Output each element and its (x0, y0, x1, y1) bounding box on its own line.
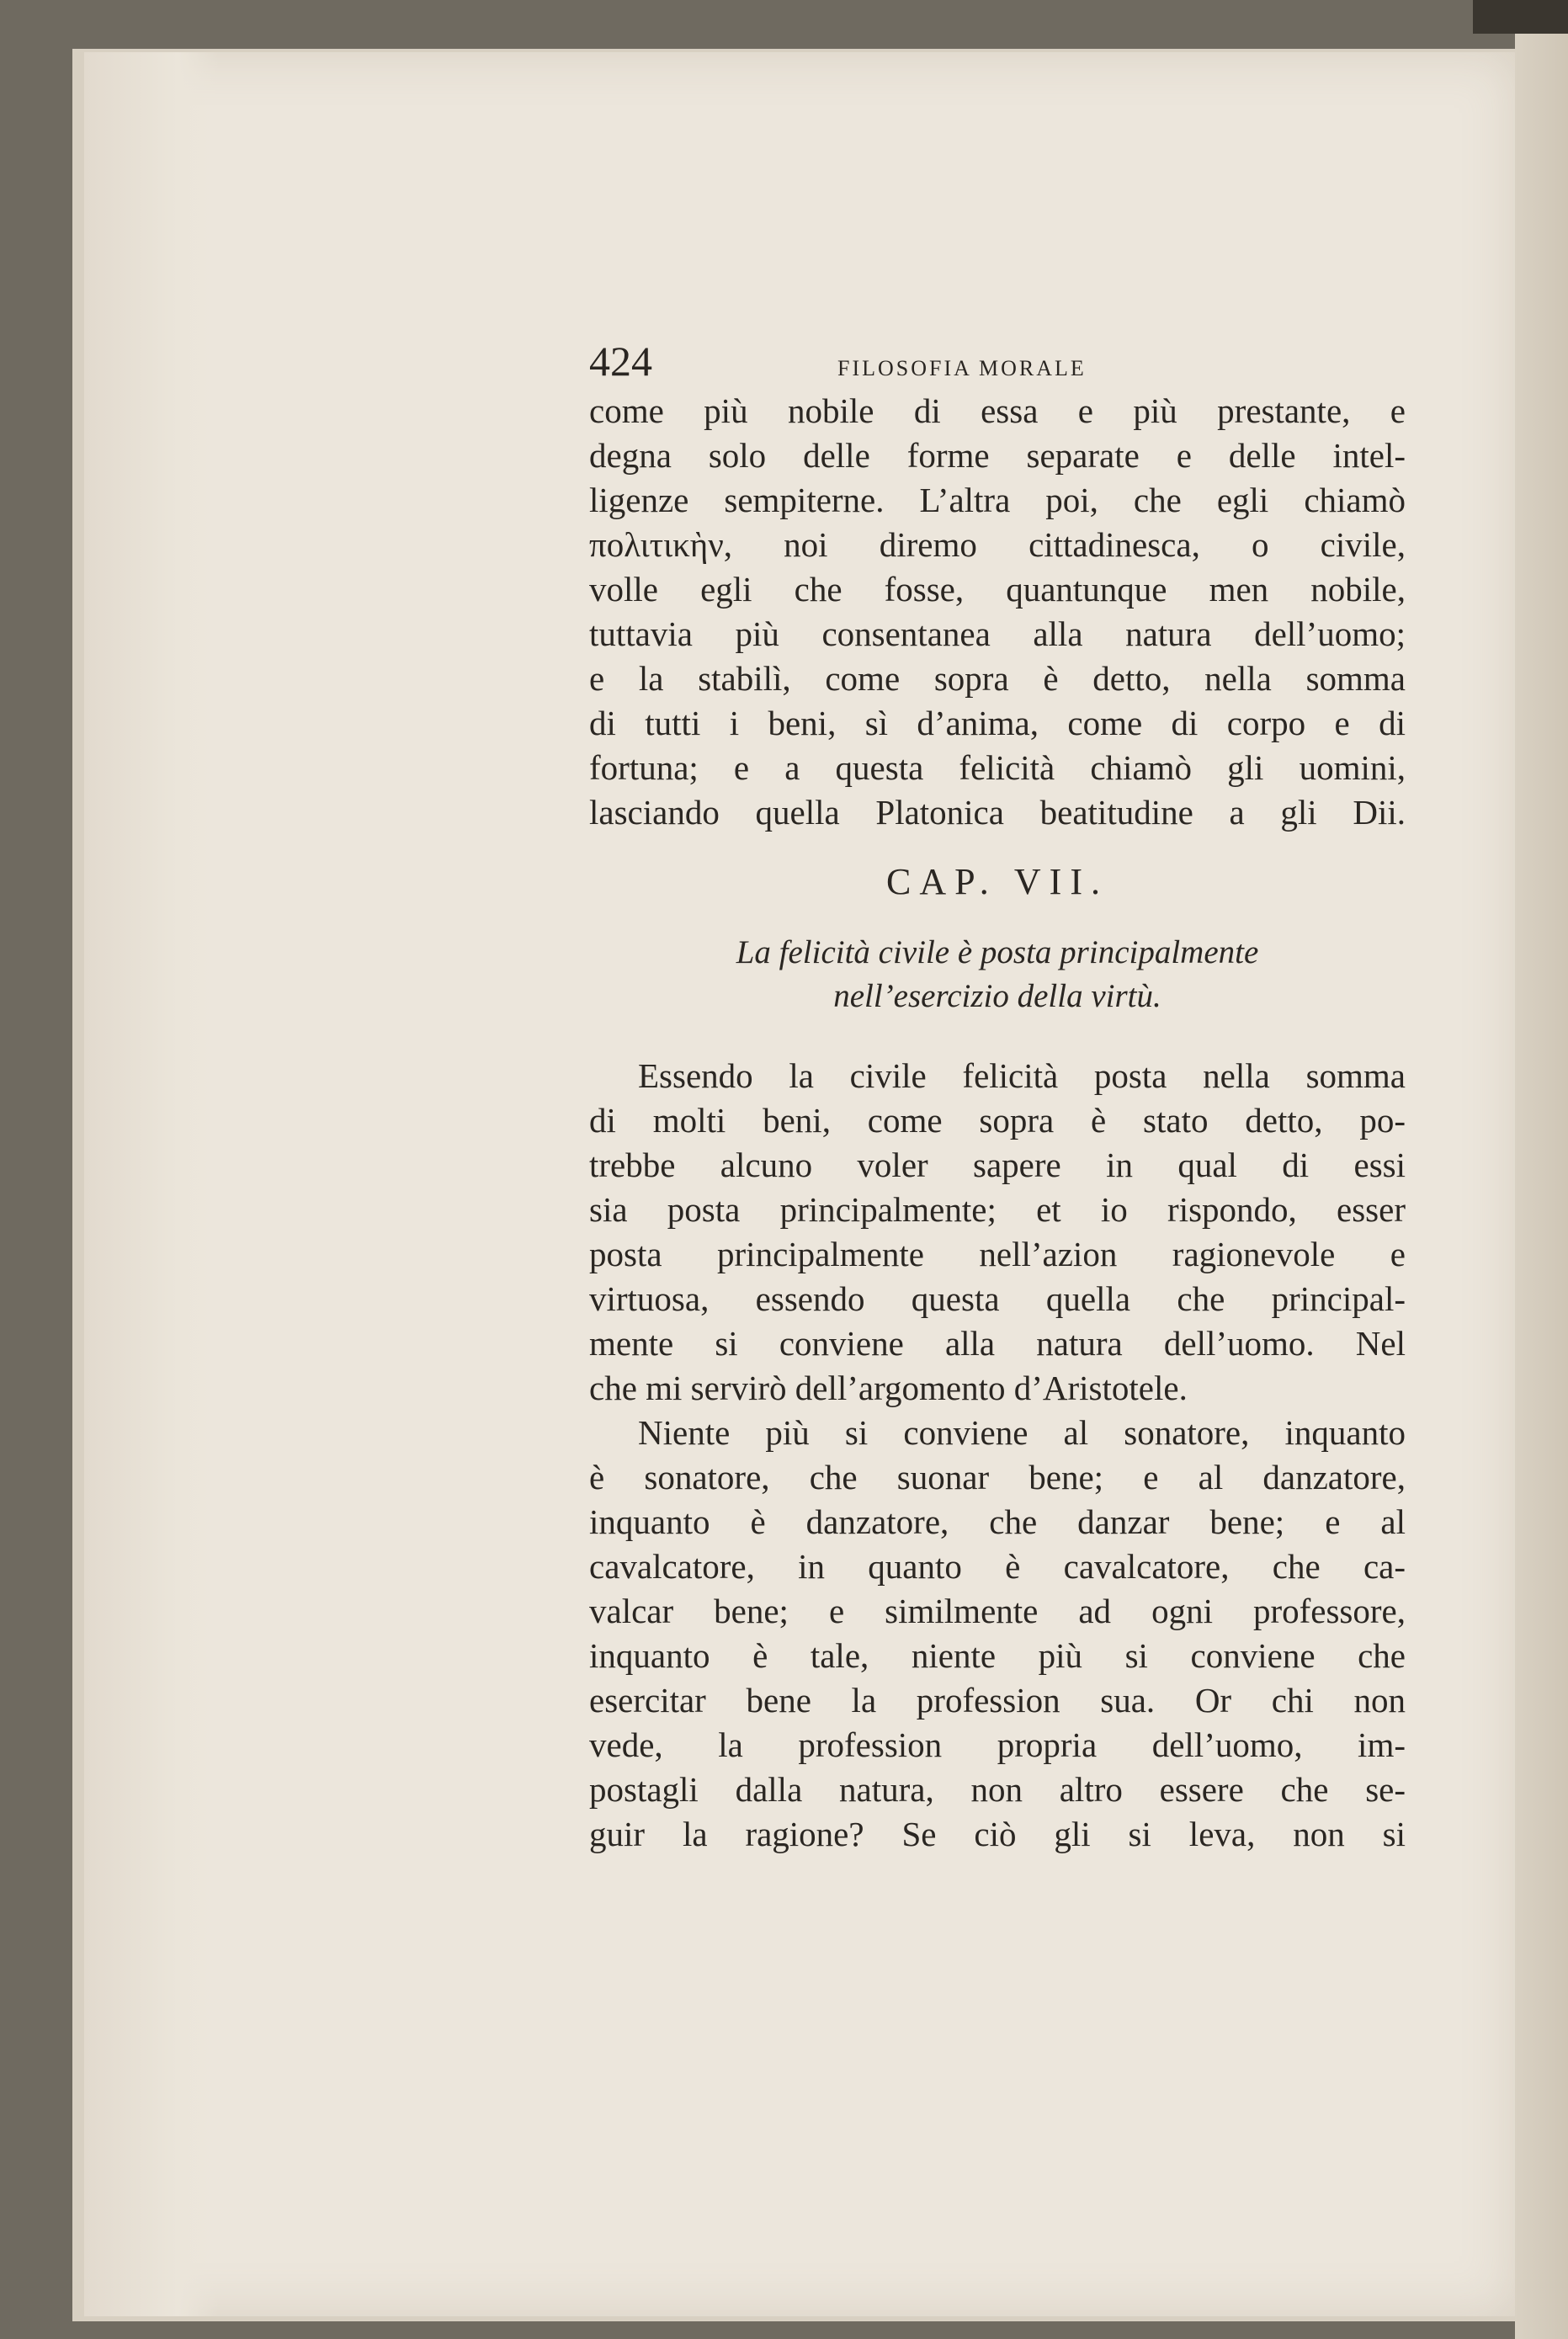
paragraph-2 (589, 1054, 1406, 1411)
text-line: è sonatore, che suonar bene; e al danzatore, (589, 1458, 1406, 1496)
text-line: inquanto è tale, niente più si conviene che (589, 1636, 1406, 1675)
running-title: FILOSOFIA MORALE (837, 356, 1087, 380)
text-line: di tutti i beni, sì d’anima, come di corpo e di (589, 704, 1406, 742)
text-line: Niente più si conviene al sonatore, inquanto (638, 1413, 1406, 1452)
facing-page-edge (1515, 34, 1568, 2339)
text-line: e la stabilì, come sopra è detto, nella somma (589, 659, 1406, 698)
text-line: mente si conviene alla natura dell’uomo. Nel (589, 1324, 1406, 1363)
text-line: guir la ragione? Se ciò gli si leva, non si (589, 1815, 1406, 1853)
text-line: che mi servirò dell’argomento d’Aristotele. (589, 1369, 1188, 1407)
page-header (589, 337, 1406, 389)
text-line: di molti beni, come sopra è stato detto, po- (589, 1101, 1406, 1140)
paragraph-1 (589, 389, 1406, 835)
paragraph-3 (589, 1411, 1406, 1857)
text-line: postagli dalla natura, non altro essere che se- (589, 1770, 1406, 1809)
text-line: lasciando quella Platonica beatitudine a gli Dii. (589, 793, 1406, 832)
page-number: 424 (589, 338, 652, 385)
text-line: inquanto è danzatore, che danzar bene; e al (589, 1502, 1406, 1541)
text-line: esercitar bene la profession sua. Or chi non (589, 1681, 1406, 1720)
page-edge (84, 52, 219, 2316)
text-line: sia posta principalmente; et io rispondo, esser (589, 1190, 1406, 1229)
text-line: Essendo la civile felicità posta nella somma (638, 1056, 1406, 1095)
text-line: virtuosa, essendo questa quella che principal- (589, 1279, 1406, 1318)
text-line: ligenze sempiterne. L’altra poi, che egli chiamò (589, 481, 1406, 519)
text-line: tuttavia più consentanea alla natura dell’uomo; (589, 614, 1406, 653)
text-line: fortuna; e a questa felicità chiamò gli uomini, (589, 748, 1406, 787)
text-line: volle egli che fosse, quantunque men nobile, (589, 570, 1406, 609)
chapter-subtitle: nell’esercizio della virtù. (833, 978, 1161, 1014)
chapter-subtitle: La felicità civile è posta principalmente (736, 934, 1259, 970)
text-line: valcar bene; e similmente ad ogni professore, (589, 1592, 1406, 1630)
background-corner (1473, 0, 1568, 34)
text-line: πολιτικὴν, noi diremo cittadinesca, o civile, (589, 525, 1406, 564)
text-line: degna solo delle forme separate e delle intel- (589, 436, 1406, 475)
text-line: vede, la profession propria dell’uomo, im- (589, 1725, 1406, 1764)
text-block (589, 337, 1406, 1857)
text-line: cavalcatore, in quanto è cavalcatore, che ca- (589, 1547, 1406, 1586)
text-line: come più nobile di essa e più prestante, e (589, 391, 1406, 430)
text-line: posta principalmente nell’azion ragionevole e (589, 1235, 1406, 1273)
text-line: trebbe alcuno voler sapere in qual di essi (589, 1146, 1406, 1184)
chapter-heading: CAP. VII. (885, 861, 1108, 902)
